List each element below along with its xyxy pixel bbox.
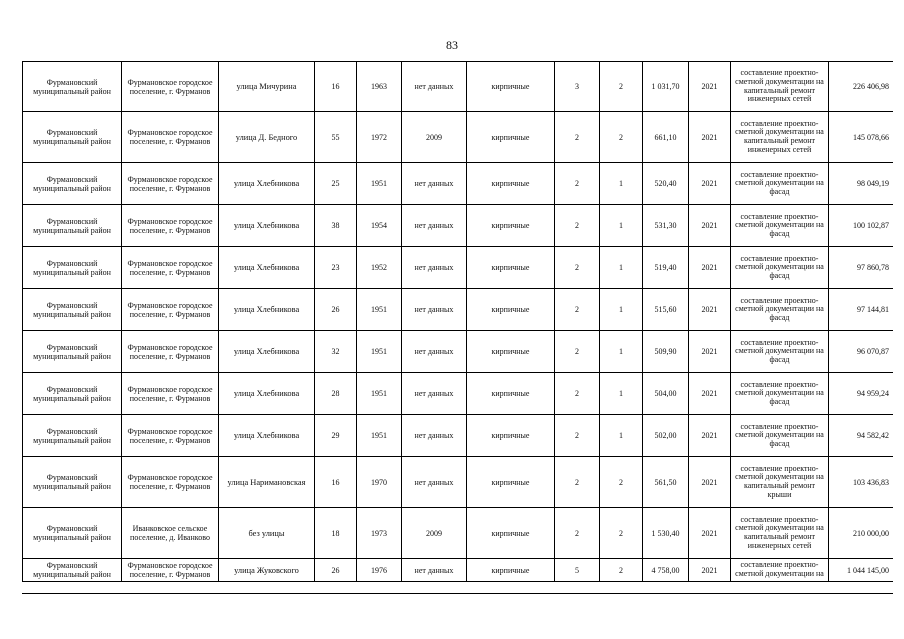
- table-row: [23, 457, 894, 508]
- cell-entrances: 2: [600, 559, 643, 582]
- table-row: [23, 289, 894, 331]
- cell-year-last-repair: нет данных: [402, 373, 467, 415]
- cell-cost: 103 436,83: [829, 457, 894, 508]
- table-row: [23, 331, 894, 373]
- cell-street: улица Хлебникова: [219, 415, 315, 457]
- cell-settlement: Фурмановское городское поселение, г. Фурманов: [122, 289, 219, 331]
- cell-floors: 5: [555, 559, 600, 582]
- cell-year-built: 1951: [357, 373, 402, 415]
- cell-street: улица Наримановская: [219, 457, 315, 508]
- cell-entrances: 1: [600, 205, 643, 247]
- cell-settlement: Фурмановское городское поселение, г. Фурманов: [122, 331, 219, 373]
- cell-work-type: составление проектно-сметной документации на фасад: [731, 289, 829, 331]
- table-container: [22, 61, 893, 594]
- cell-floors: 2: [555, 508, 600, 559]
- cell-floors: 2: [555, 247, 600, 289]
- cell-house-number: 25: [315, 163, 357, 205]
- cell-total-area: 515,60: [643, 289, 689, 331]
- cell-house-number: 23: [315, 247, 357, 289]
- cell-planned-year: 2021: [689, 457, 731, 508]
- cell-work-type: составление проектно-сметной документации на: [731, 559, 829, 582]
- cell-municipal-district: Фурмановский муниципальный район: [23, 163, 122, 205]
- cell-settlement: Иванковское сельское поселение, д. Иванково: [122, 508, 219, 559]
- cell-wall-material: кирпичные: [467, 415, 555, 457]
- cell-floors: 2: [555, 163, 600, 205]
- cell-planned-year: 2021: [689, 331, 731, 373]
- cell-entrances: 2: [600, 62, 643, 112]
- cell-planned-year: 2021: [689, 289, 731, 331]
- cell-municipal-district: Фурмановский муниципальный район: [23, 289, 122, 331]
- cell-year-built: 1970: [357, 457, 402, 508]
- cell-wall-material: кирпичные: [467, 559, 555, 582]
- cell-year-last-repair: нет данных: [402, 62, 467, 112]
- cell-municipal-district: Фурмановский муниципальный район: [23, 331, 122, 373]
- cell-work-type: составление проектно-сметной документации на капитальный ремонт крыши: [731, 457, 829, 508]
- cell-wall-material: кирпичные: [467, 373, 555, 415]
- cell-total-area: 519,40: [643, 247, 689, 289]
- cell-wall-material: кирпичные: [467, 289, 555, 331]
- cell-wall-material: кирпичные: [467, 247, 555, 289]
- cell-year-last-repair: нет данных: [402, 247, 467, 289]
- cell-entrances: 1: [600, 373, 643, 415]
- cell-entrances: 2: [600, 112, 643, 163]
- cell-total-area: 661,10: [643, 112, 689, 163]
- cell-floors: 2: [555, 457, 600, 508]
- cell-entrances: 1: [600, 289, 643, 331]
- cell-year-last-repair: нет данных: [402, 331, 467, 373]
- cell-year-built: 1976: [357, 559, 402, 582]
- cell-planned-year: 2021: [689, 415, 731, 457]
- cell-house-number: 55: [315, 112, 357, 163]
- cell-house-number: 38: [315, 205, 357, 247]
- cell-floors: 2: [555, 415, 600, 457]
- cell-floors: 2: [555, 373, 600, 415]
- cell-year-last-repair: 2009: [402, 112, 467, 163]
- cell-total-area: 561,50: [643, 457, 689, 508]
- cell-street: улица Хлебникова: [219, 373, 315, 415]
- cell-entrances: 1: [600, 247, 643, 289]
- cell-house-number: 16: [315, 457, 357, 508]
- table-row: [23, 373, 894, 415]
- cell-floors: 2: [555, 205, 600, 247]
- cell-settlement: Фурмановское городское поселение, г. Фурманов: [122, 415, 219, 457]
- cell-work-type: составление проектно-сметной документации на фасад: [731, 163, 829, 205]
- cell-total-area: 502,00: [643, 415, 689, 457]
- cell-wall-material: кирпичные: [467, 112, 555, 163]
- cell-work-type: составление проектно-сметной документации на капитальный ремонт инженерных сетей: [731, 112, 829, 163]
- cell-planned-year: 2021: [689, 163, 731, 205]
- cell-cost: 210 000,00: [829, 508, 894, 559]
- cell-municipal-district: Фурмановский муниципальный район: [23, 559, 122, 582]
- cell-year-last-repair: нет данных: [402, 163, 467, 205]
- cell-work-type: составление проектно-сметной документации на фасад: [731, 205, 829, 247]
- cell-year-built: 1954: [357, 205, 402, 247]
- cell-year-built: 1972: [357, 112, 402, 163]
- cell-municipal-district: Фурмановский муниципальный район: [23, 247, 122, 289]
- cell-planned-year: 2021: [689, 508, 731, 559]
- cell-planned-year: 2021: [689, 62, 731, 112]
- cell-total-area: 520,40: [643, 163, 689, 205]
- cell-street: улица Мичурина: [219, 62, 315, 112]
- cell-work-type: составление проектно-сметной документации на фасад: [731, 247, 829, 289]
- cell-settlement: Фурмановское городское поселение, г. Фурманов: [122, 205, 219, 247]
- cell-total-area: 1 031,70: [643, 62, 689, 112]
- cell-cost: 97 144,81: [829, 289, 894, 331]
- cell-municipal-district: Фурмановский муниципальный район: [23, 112, 122, 163]
- cell-year-last-repair: нет данных: [402, 559, 467, 582]
- cell-cost: 94 959,24: [829, 373, 894, 415]
- cell-municipal-district: Фурмановский муниципальный район: [23, 508, 122, 559]
- cell-work-type: составление проектно-сметной документации на фасад: [731, 415, 829, 457]
- cell-cost: 145 078,66: [829, 112, 894, 163]
- cell-settlement: Фурмановское городское поселение, г. Фурманов: [122, 62, 219, 112]
- cell-work-type: составление проектно-сметной документации на фасад: [731, 331, 829, 373]
- cell-work-type: составление проектно-сметной документации на капитальный ремонт инженерных сетей: [731, 62, 829, 112]
- cell-work-type: составление проектно-сметной документации на капитальный ремонт инженерных сетей: [731, 508, 829, 559]
- cell-cost: 97 860,78: [829, 247, 894, 289]
- cell-house-number: 16: [315, 62, 357, 112]
- cell-cost: 96 070,87: [829, 331, 894, 373]
- table-row: [23, 62, 894, 112]
- cell-house-number: 26: [315, 559, 357, 582]
- cell-planned-year: 2021: [689, 205, 731, 247]
- cell-entrances: 1: [600, 415, 643, 457]
- cell-municipal-district: Фурмановский муниципальный район: [23, 62, 122, 112]
- cell-settlement: Фурмановское городское поселение, г. Фурманов: [122, 112, 219, 163]
- cell-cost: 100 102,87: [829, 205, 894, 247]
- cell-street: улица Жуковского: [219, 559, 315, 582]
- table-row: [23, 559, 894, 582]
- building-repair-table: [22, 61, 893, 582]
- cell-year-last-repair: нет данных: [402, 415, 467, 457]
- cell-total-area: 531,30: [643, 205, 689, 247]
- cell-street: улица Хлебникова: [219, 331, 315, 373]
- cell-municipal-district: Фурмановский муниципальный район: [23, 205, 122, 247]
- cell-year-built: 1951: [357, 331, 402, 373]
- cell-wall-material: кирпичные: [467, 508, 555, 559]
- cell-entrances: 2: [600, 457, 643, 508]
- cell-house-number: 28: [315, 373, 357, 415]
- cell-street: улица Хлебникова: [219, 163, 315, 205]
- cell-year-last-repair: 2009: [402, 508, 467, 559]
- cell-year-built: 1963: [357, 62, 402, 112]
- cell-planned-year: 2021: [689, 247, 731, 289]
- cell-work-type: составление проектно-сметной документации на фасад: [731, 373, 829, 415]
- cell-street: улица Хлебникова: [219, 205, 315, 247]
- cell-wall-material: кирпичные: [467, 163, 555, 205]
- cell-entrances: 1: [600, 331, 643, 373]
- cell-settlement: Фурмановское городское поселение, г. Фурманов: [122, 373, 219, 415]
- table-row: [23, 508, 894, 559]
- table-row: [23, 163, 894, 205]
- cell-cost: 1 044 145,00: [829, 559, 894, 582]
- cell-house-number: 32: [315, 331, 357, 373]
- cell-street: улица Хлебникова: [219, 289, 315, 331]
- cell-floors: 2: [555, 331, 600, 373]
- cell-municipal-district: Фурмановский муниципальный район: [23, 415, 122, 457]
- table-row: [23, 205, 894, 247]
- cell-municipal-district: Фурмановский муниципальный район: [23, 373, 122, 415]
- cell-settlement: Фурмановское городское поселение, г. Фурманов: [122, 163, 219, 205]
- cell-year-built: 1952: [357, 247, 402, 289]
- cell-street: улица Д. Бедного: [219, 112, 315, 163]
- cell-floors: 3: [555, 62, 600, 112]
- cell-year-last-repair: нет данных: [402, 205, 467, 247]
- table-row: [23, 112, 894, 163]
- cell-municipal-district: Фурмановский муниципальный район: [23, 457, 122, 508]
- table-row: [23, 247, 894, 289]
- page-number: 83: [446, 38, 458, 52]
- cell-total-area: 4 758,00: [643, 559, 689, 582]
- table-body: [23, 62, 894, 582]
- cell-wall-material: кирпичные: [467, 62, 555, 112]
- cell-floors: 2: [555, 289, 600, 331]
- cell-total-area: 509,90: [643, 331, 689, 373]
- cell-house-number: 29: [315, 415, 357, 457]
- cell-wall-material: кирпичные: [467, 331, 555, 373]
- cell-street: без улицы: [219, 508, 315, 559]
- cell-wall-material: кирпичные: [467, 457, 555, 508]
- cell-settlement: Фурмановское городское поселение, г. Фурманов: [122, 457, 219, 508]
- cell-cost: 98 049,19: [829, 163, 894, 205]
- cell-year-last-repair: нет данных: [402, 457, 467, 508]
- cell-house-number: 18: [315, 508, 357, 559]
- cell-house-number: 26: [315, 289, 357, 331]
- cell-planned-year: 2021: [689, 559, 731, 582]
- cell-settlement: Фурмановское городское поселение, г. Фурманов: [122, 559, 219, 582]
- cell-year-built: 1951: [357, 289, 402, 331]
- cell-year-built: 1951: [357, 163, 402, 205]
- cell-cost: 226 406,98: [829, 62, 894, 112]
- cell-street: улица Хлебникова: [219, 247, 315, 289]
- cell-floors: 2: [555, 112, 600, 163]
- table-row: [23, 415, 894, 457]
- cell-settlement: Фурмановское городское поселение, г. Фурманов: [122, 247, 219, 289]
- cell-wall-material: кирпичные: [467, 205, 555, 247]
- cell-entrances: 2: [600, 508, 643, 559]
- cell-cost: 94 582,42: [829, 415, 894, 457]
- cell-planned-year: 2021: [689, 112, 731, 163]
- cell-total-area: 504,00: [643, 373, 689, 415]
- cell-total-area: 1 530,40: [643, 508, 689, 559]
- cell-year-built: 1951: [357, 415, 402, 457]
- cell-entrances: 1: [600, 163, 643, 205]
- cell-year-last-repair: нет данных: [402, 289, 467, 331]
- cell-year-built: 1973: [357, 508, 402, 559]
- cell-planned-year: 2021: [689, 373, 731, 415]
